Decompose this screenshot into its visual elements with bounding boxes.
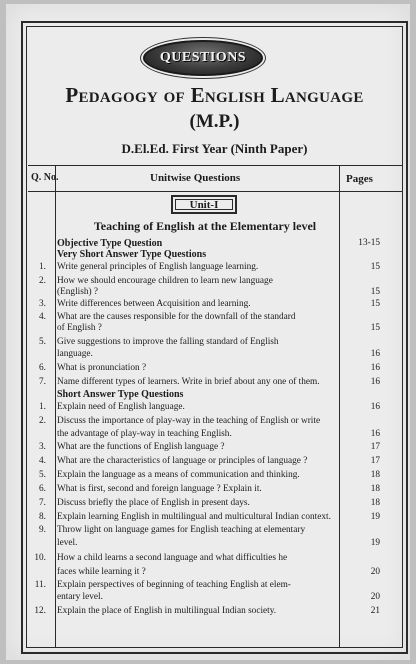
column-header-pages: Pages	[346, 173, 373, 185]
question-text: faces while learning it ?	[57, 567, 146, 577]
page-number: 20	[370, 567, 380, 577]
question-text: Write general principles of English language learning.	[57, 262, 259, 272]
question-text: What is first, second and foreign language ? Explain it.	[57, 484, 262, 494]
question-text: Discuss the importance of play-way in the teaching of English or write	[57, 416, 321, 426]
page-number: 16	[370, 402, 380, 412]
question-number: 8.	[39, 512, 46, 522]
question-number: 5.	[39, 337, 46, 347]
page-number: 21	[370, 606, 380, 616]
question-text: Explain learning English in multilingual and multicultural Indian context.	[57, 512, 331, 522]
question-text: Write differences between Acquisition and learning.	[57, 299, 251, 309]
question-number: 7.	[39, 377, 46, 387]
question-number: 11.	[34, 580, 46, 590]
questions-badge	[143, 40, 263, 76]
section-heading: Objective Type Question	[57, 238, 163, 249]
unit-title: Teaching of English at the Elementary level	[93, 219, 317, 233]
question-text: the advantage of play-way in teaching English.	[57, 429, 232, 439]
question-number: 3.	[39, 299, 46, 309]
page-number: 15	[370, 323, 380, 333]
question-number: 2.	[39, 416, 46, 426]
question-number: 3.	[39, 442, 46, 452]
question-text: Discuss briefly the place of English in present days.	[57, 498, 250, 508]
page-number: 16	[370, 349, 380, 359]
question-text: Explain perspectives of beginning of teaching English at elem-	[57, 580, 291, 590]
page-number: 18	[370, 498, 380, 508]
question-number: 9.	[39, 525, 46, 535]
question-text: Throw light on language games for English teaching at elementary	[57, 525, 306, 535]
column-header-questions: Unitwise Questions	[150, 172, 241, 184]
qno-column-rule	[55, 165, 56, 648]
badge-label: QUESTIONS	[159, 50, 247, 65]
question-text: What is pronunciation ?	[57, 363, 147, 373]
question-number: 4.	[39, 312, 46, 322]
page-number: 19	[370, 538, 380, 548]
table-header-rule	[28, 191, 403, 192]
question-text: What are the functions of English language ?	[57, 442, 225, 452]
question-text: Name different types of learners. Write in brief about any one of them.	[57, 377, 320, 387]
question-text: Explain the place of English in multilingual Indian society.	[57, 606, 277, 616]
page-number: 19	[370, 512, 380, 522]
question-number: 7.	[39, 498, 46, 508]
unit-label-box	[171, 195, 237, 214]
question-number: 4.	[39, 456, 46, 466]
question-number: 1.	[39, 402, 46, 412]
page-number: 16	[370, 429, 380, 439]
book-title: Pedagogy of English Language	[65, 83, 364, 107]
question-text: level.	[57, 538, 78, 548]
column-header-qno: Q. No.	[31, 172, 59, 183]
question-number: 5.	[39, 470, 46, 480]
table-top-rule	[28, 165, 403, 166]
question-number: 1.	[39, 262, 46, 272]
page-number: 15	[370, 262, 380, 272]
unit-label: Unit-I	[189, 198, 219, 211]
question-text: How a child learns a second language and what difficulties he	[57, 553, 288, 563]
page-number: 17	[370, 442, 380, 452]
page-number: 20	[370, 592, 380, 602]
question-text: What are the causes responsible for the downfall of the standard	[57, 312, 296, 322]
page-number: 15	[370, 299, 380, 309]
page-number: 15	[370, 287, 380, 297]
page-number: 16	[370, 377, 380, 387]
question-number: 12.	[34, 606, 46, 616]
question-number: 2.	[39, 276, 46, 286]
question-text: (English) ?	[57, 287, 99, 297]
section-heading: Short Answer Type Questions	[57, 389, 184, 400]
question-text: language.	[57, 349, 93, 359]
section-heading: Very Short Answer Type Questions	[57, 249, 207, 260]
paper-info: D.El.Ed. First Year (Ninth Paper)	[121, 141, 308, 156]
question-text: Give suggestions to improve the falling standard of English	[57, 337, 279, 347]
question-text: Explain need of English language.	[57, 402, 185, 412]
page-number: 16	[370, 363, 380, 373]
question-text: What are the characteristics of language or principles of language ?	[57, 456, 308, 466]
page-number: 17	[370, 456, 380, 466]
question-number: 6.	[39, 363, 46, 373]
question-text: Explain the language as a means of communication and thinking.	[57, 470, 300, 480]
book-subtitle: (M.P.)	[189, 111, 240, 132]
page-number: 18	[370, 470, 380, 480]
page-number: 18	[370, 484, 380, 494]
question-text: of English ?	[57, 323, 102, 333]
question-text: How we should encourage children to learn new language	[57, 276, 273, 286]
question-number: 10.	[34, 553, 46, 563]
page-number: 13-15	[358, 238, 380, 248]
question-text: entary level.	[57, 592, 103, 602]
question-number: 6.	[39, 484, 46, 494]
